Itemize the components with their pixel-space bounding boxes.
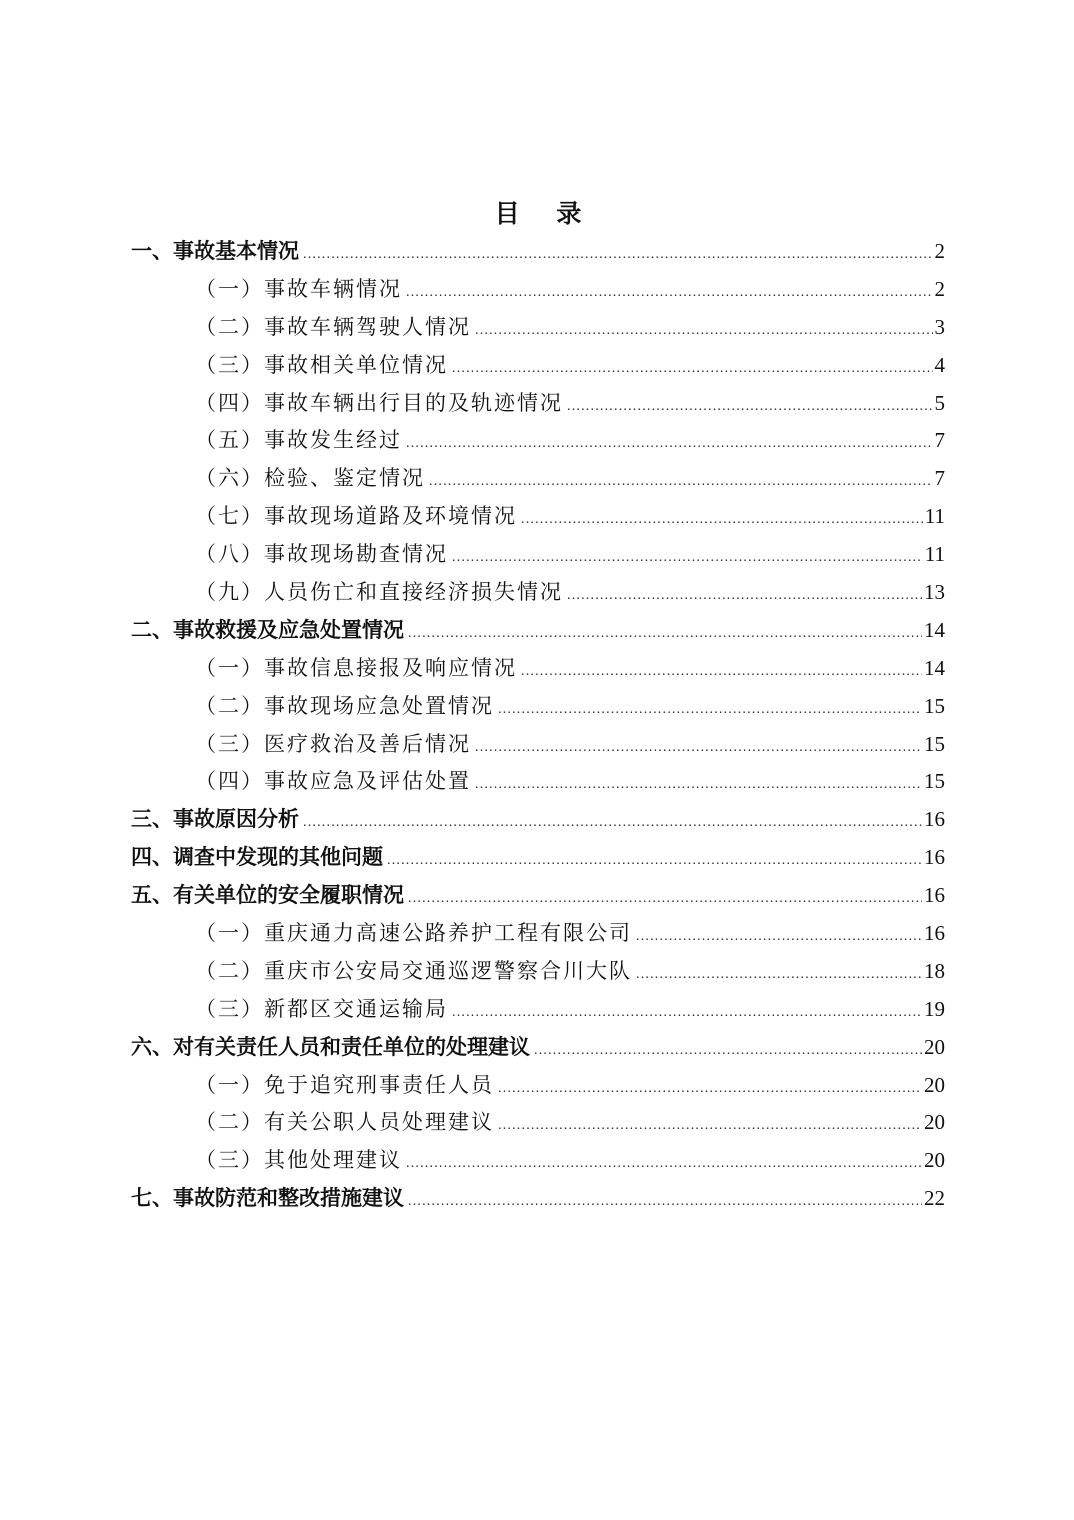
toc-subsection-entry[interactable] [131, 422, 945, 460]
dot-leader [406, 425, 933, 463]
dot-leader [429, 463, 933, 501]
dot-leader [498, 1107, 922, 1145]
toc-entry-text: （四）事故车辆出行目的及轨迹情况 [195, 390, 563, 415]
toc-page-number: 16 [924, 807, 945, 832]
dot-leader [452, 539, 923, 577]
toc-subsection-entry[interactable] [131, 309, 945, 347]
toc-subsection-entry[interactable] [131, 460, 945, 498]
toc-subsection-entry[interactable] [131, 271, 945, 309]
toc-entry-text: （二）重庆市公安局交通巡逻警察合川大队 [195, 958, 632, 983]
toc-subsection-entry[interactable] [131, 763, 945, 801]
toc-entry-text: （一）免于追究刑事责任人员 [195, 1072, 494, 1097]
dot-leader [636, 956, 922, 994]
toc-page-number: 15 [924, 769, 945, 794]
toc-page-number: 14 [924, 655, 945, 680]
dot-leader [408, 615, 922, 653]
toc-entry-text: （三）其他处理建议 [195, 1148, 402, 1173]
toc-subsection-entry[interactable] [131, 726, 945, 764]
toc-entry-text: （二）有关公职人员处理建议 [195, 1110, 494, 1135]
toc-page-number: 16 [924, 845, 945, 870]
toc-page-number: 20 [924, 1110, 945, 1135]
toc-section-entry[interactable] [131, 233, 945, 271]
toc-page-number: 7 [934, 466, 945, 491]
toc-page-number: 7 [934, 428, 945, 453]
dot-leader [498, 691, 922, 729]
toc-subsection-entry[interactable] [131, 915, 945, 953]
toc-entry-text: （一）事故信息接报及响应情况 [195, 655, 517, 680]
toc-page-number: 15 [924, 731, 945, 756]
toc-page-number: 20 [924, 1148, 945, 1173]
toc-subsection-entry[interactable] [131, 991, 945, 1029]
toc-subsection-entry[interactable] [131, 650, 945, 688]
dot-leader [521, 653, 922, 691]
dot-leader [303, 236, 933, 274]
dot-leader [475, 312, 933, 350]
toc-section-entry[interactable] [131, 839, 945, 877]
toc-entry-text: 七、事故防范和整改措施建议 [131, 1186, 404, 1211]
dot-leader [387, 842, 922, 880]
toc-page-number: 5 [934, 390, 945, 415]
dot-leader [452, 350, 933, 388]
toc-page-number: 13 [924, 580, 945, 605]
toc-subsection-entry[interactable] [131, 347, 945, 385]
toc-title: 目 录 [494, 199, 596, 228]
dot-leader [408, 1183, 922, 1221]
dot-leader [452, 994, 922, 1032]
toc-page-number: 20 [924, 1072, 945, 1097]
toc-entry-text: （二）事故车辆驾驶人情况 [195, 314, 471, 339]
toc-section-entry[interactable] [131, 1180, 945, 1218]
toc-entry-text: （七）事故现场道路及环境情况 [195, 504, 517, 529]
toc-page-number: 11 [924, 542, 945, 567]
toc-entry-text: （八）事故现场勘查情况 [195, 542, 448, 567]
toc-entry-text: 二、事故救援及应急处置情况 [131, 617, 404, 642]
dot-leader [534, 1032, 922, 1070]
toc-section-entry[interactable] [131, 1029, 945, 1067]
dot-leader [408, 880, 922, 918]
dot-leader [567, 388, 933, 426]
toc-entry-text: （五）事故发生经过 [195, 428, 402, 453]
dot-leader [636, 918, 922, 956]
toc-page-number: 11 [924, 504, 945, 529]
toc-page-number: 3 [934, 314, 945, 339]
toc-page-number: 16 [924, 883, 945, 908]
toc-subsection-entry[interactable] [131, 688, 945, 726]
toc-entry-text: （三）新都区交通运输局 [195, 996, 448, 1021]
toc-subsection-entry[interactable] [131, 536, 945, 574]
toc-page-number: 4 [934, 352, 945, 377]
toc-entry-text: （九）人员伤亡和直接经济损失情况 [195, 580, 563, 605]
toc-page-number: 2 [934, 276, 945, 301]
toc-entry-text: （一）事故车辆情况 [195, 276, 402, 301]
toc-entry-text: （四）事故应急及评估处置 [195, 769, 471, 794]
toc-list [131, 233, 945, 1218]
toc-entry-text: 六、对有关责任人员和责任单位的处理建议 [131, 1034, 530, 1059]
toc-section-entry[interactable] [131, 612, 945, 650]
toc-subsection-entry[interactable] [131, 953, 945, 991]
toc-subsection-entry[interactable] [131, 1142, 945, 1180]
toc-subsection-entry[interactable] [131, 1104, 945, 1142]
dot-leader [406, 1145, 922, 1183]
dot-leader [475, 766, 922, 804]
toc-page-number: 14 [924, 617, 945, 642]
toc-entry-text: （三）医疗救治及善后情况 [195, 731, 471, 756]
toc-subsection-entry[interactable] [131, 498, 945, 536]
toc-entry-text: （一）重庆通力高速公路养护工程有限公司 [195, 921, 632, 946]
dot-leader [406, 274, 933, 312]
toc-page-number: 16 [924, 921, 945, 946]
toc-entry-text: （三）事故相关单位情况 [195, 352, 448, 377]
toc-subsection-entry[interactable] [131, 574, 945, 612]
toc-page-number: 2 [934, 239, 945, 263]
toc-section-entry[interactable] [131, 877, 945, 915]
toc-page-number: 20 [924, 1034, 945, 1059]
table-of-contents [131, 195, 945, 1218]
toc-entry-text: 三、事故原因分析 [131, 807, 299, 832]
toc-subsection-entry[interactable] [131, 385, 945, 423]
toc-entry-text: （二）事故现场应急处置情况 [195, 693, 494, 718]
toc-entry-text: （六）检验、鉴定情况 [195, 466, 425, 491]
dot-leader [475, 729, 922, 767]
toc-page-number: 18 [924, 958, 945, 983]
dot-leader [498, 1070, 922, 1108]
toc-page-number: 19 [924, 996, 945, 1021]
dot-leader [521, 501, 923, 539]
toc-entry-text: 五、有关单位的安全履职情况 [131, 883, 404, 908]
toc-entry-text: 四、调查中发现的其他问题 [131, 845, 383, 870]
dot-leader [303, 804, 922, 842]
toc-page-number: 15 [924, 693, 945, 718]
toc-section-entry[interactable] [131, 801, 945, 839]
toc-entry-text: 一、事故基本情况 [131, 239, 299, 263]
toc-subsection-entry[interactable] [131, 1067, 945, 1105]
toc-page-number: 22 [924, 1186, 945, 1211]
dot-leader [567, 577, 922, 615]
